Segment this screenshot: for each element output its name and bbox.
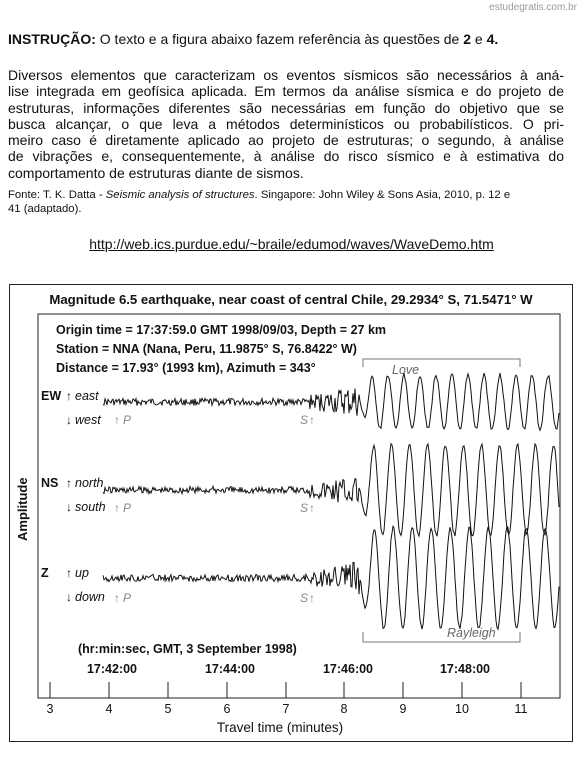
x-tick-label: 7: [282, 702, 290, 716]
component-z: [41, 566, 105, 604]
p-label-ew: P: [123, 413, 132, 427]
rayleigh-label: Rayleigh: [447, 626, 496, 640]
instruction-and: e: [474, 31, 483, 47]
x-tick-label: 5: [164, 702, 172, 716]
p-label-z: P: [123, 591, 132, 605]
origin-time: Origin time = 17:37:59.0 GMT 1998/09/03, Depth = 27 km: [56, 323, 387, 337]
paragraph-line: estruturas, informações diferentes são necessárias em função do objetivo que se: [8, 99, 564, 116]
up-arrow-icon: ↑: [66, 389, 72, 403]
rayleigh-bracket: [363, 632, 520, 642]
paragraph-line: meiro caso é diretamente aplicado ao projeto de estruturas; o segundo, à análise: [8, 132, 564, 149]
x-tick-label: 6: [223, 702, 231, 716]
source-citation: [8, 188, 564, 216]
waveform-ns: [103, 444, 559, 537]
source-url-link[interactable]: http://web.ics.purdue.edu/~braile/edumod/waves/WaveDemo.htm: [89, 236, 494, 252]
s-arrow-icon: ↑: [309, 413, 315, 427]
component-z-pos: up: [75, 566, 89, 580]
seismogram-svg: [10, 285, 572, 741]
down-arrow-icon: ↓: [66, 500, 72, 514]
instruction: [8, 31, 568, 48]
watermark: estudegratis.com.br: [489, 2, 577, 13]
p-arrow-icon: ↑: [114, 591, 120, 605]
love-label: Love: [392, 363, 420, 377]
time-caption: (hr:min:sec, GMT, 3 September 1998): [78, 642, 297, 656]
instruction-label: INSTRUÇÃO:: [8, 31, 96, 47]
component-ew-pos: east: [75, 389, 99, 403]
paragraph-line: de vibrações e, consequentemente, à análise do risco sísmico e à estimativa do: [8, 148, 564, 165]
x-axis-label: Travel time (minutes): [216, 720, 344, 735]
component-ns-pos: north: [75, 476, 104, 490]
paragraph-line: busca alcançar, o que leva a métodos determinísticos ou probabilísticos. O pri-: [8, 115, 564, 132]
x-tick-label: 8: [340, 702, 348, 716]
station-info: Station = NNA (Nana, Peru, 11.9875° S, 76.8422° W): [56, 342, 357, 356]
clock-tick-label: 17:48:00: [439, 662, 491, 676]
source-title: Seismic analysis of structures: [105, 189, 255, 201]
clock-tick-label: 17:46:00: [322, 662, 374, 676]
p-arrow-icon: ↑: [114, 413, 120, 427]
waveform-ew: [103, 373, 559, 430]
paragraph-line: comportamento de estruturas diante de sismos.: [8, 164, 304, 181]
up-arrow-icon: ↑: [66, 476, 72, 490]
component-ns-neg: south: [75, 500, 106, 514]
waveform-z: [103, 526, 559, 629]
question-to: 4.: [486, 31, 499, 47]
x-tick-label: 3: [46, 702, 54, 716]
component-z-name: Z: [41, 566, 49, 580]
figure-title: Magnitude 6.5 earthquake, near coast of central Chile, 29.2934° S, 71.5471° W: [49, 292, 533, 307]
clock-tick-label: 17:42:00: [86, 662, 138, 676]
x-tick-label: 11: [514, 702, 528, 716]
down-arrow-icon: ↓: [66, 413, 72, 427]
s-label-ns: S: [300, 501, 309, 515]
clock-tick-label: 17:44:00: [204, 662, 256, 676]
p-label-ns: P: [123, 501, 132, 515]
s-arrow-icon: ↑: [309, 501, 315, 515]
y-axis-label: Amplitude: [15, 477, 30, 541]
love-bracket: [363, 359, 520, 367]
component-ew-name: EW: [41, 389, 62, 403]
question-from: 2: [463, 31, 472, 47]
source-suffix: . Singapore: John Wiley & Sons Asia, 2010, p. 12 e: [254, 189, 511, 201]
component-z-neg: down: [75, 590, 105, 604]
x-tick-label: 10: [455, 702, 469, 716]
x-tick-label: 4: [105, 702, 113, 716]
s-arrow-icon: ↑: [309, 591, 315, 605]
down-arrow-icon: ↓: [66, 590, 72, 604]
component-ew: [41, 389, 101, 427]
component-ns: [41, 476, 106, 514]
p-arrow-icon: ↑: [114, 501, 120, 515]
source-line2: 41 (adaptado).: [8, 203, 82, 215]
paragraph-line: Diversos elementos que caracterizam os eventos sísmicos são necessários à aná-: [8, 67, 564, 83]
instruction-text: O texto e a figura abaixo fazem referência às questões de: [99, 31, 460, 47]
body-paragraph: [8, 67, 564, 181]
s-label-z: S: [300, 591, 309, 605]
up-arrow-icon: ↑: [66, 566, 72, 580]
x-tick-label: 9: [399, 702, 407, 716]
component-ns-name: NS: [41, 476, 59, 490]
seismogram-figure: [9, 284, 573, 742]
distance-info: Distance = 17.93° (1993 km), Azimuth = 343°: [56, 361, 316, 375]
paragraph-line: lise integrada em geofísica aplicada. Em termos da análise sísmica e do projeto de: [8, 83, 564, 100]
s-label-ew: S: [300, 413, 309, 427]
source-prefix: Fonte: T. K. Datta -: [8, 189, 106, 201]
component-ew-neg: west: [75, 413, 101, 427]
x-axis-ticks: [50, 682, 521, 698]
